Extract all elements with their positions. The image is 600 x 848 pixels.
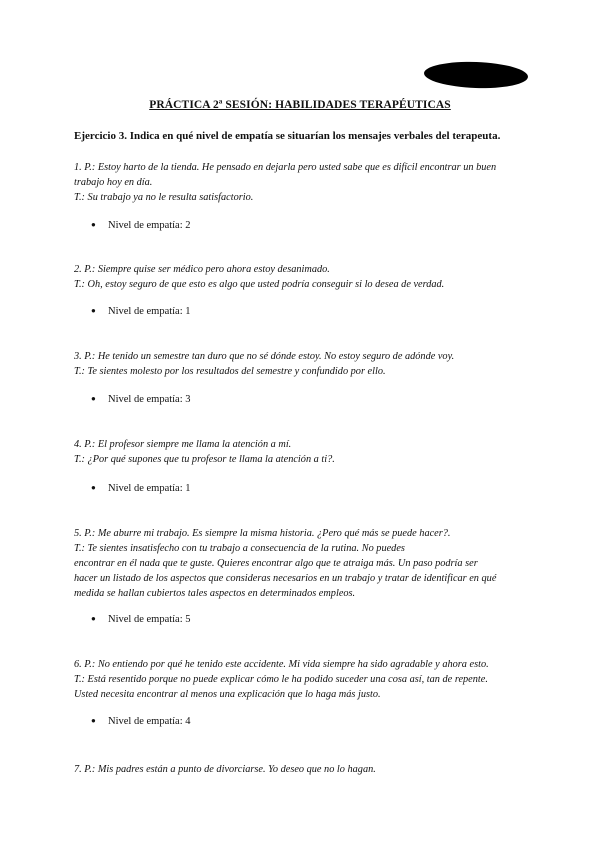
bullet-icon: ●	[91, 614, 96, 623]
exercise-line: T.: ¿Por qué supones que tu profesor te llama la atención a ti?.	[74, 454, 335, 465]
empathy-level-2	[91, 306, 191, 317]
bullet-icon: ●	[91, 483, 96, 492]
exercise-line: hacer un listado de los aspectos que consideras necesarios en un trabajo y tratar de identificar en qué	[74, 573, 497, 584]
exercise-line: T.: Te sientes insatisfecho con tu trabajo a consecuencia de la rutina. No puedes	[74, 543, 405, 554]
exercise-line: medida se hallan cubiertos tales aspectos en determinados empleos.	[74, 588, 356, 599]
exercise-line: Usted necesita encontrar al menos una explicación que lo haga más justo.	[74, 689, 381, 700]
exercise-line: 4. P.: El profesor siempre me llama la atención a mí.	[74, 439, 292, 450]
exercise-line: T.: Oh, estoy seguro de que esto es algo que usted podría conseguir si lo desea de verdad.	[74, 279, 445, 290]
exercise-3	[74, 349, 534, 379]
empathy-level-text: Nivel de empatía: 3	[108, 394, 191, 405]
exercise-line: 2. P.: Siempre quise ser médico pero ahora estoy desanimado.	[74, 264, 330, 275]
redaction-mark	[424, 60, 529, 90]
empathy-level-6	[91, 716, 191, 727]
exercise-instruction: Ejercicio 3. Indica en qué nivel de empatía se situarían los mensajes verbales del terapeuta.	[74, 130, 501, 142]
bullet-icon: ●	[91, 306, 96, 315]
exercise-line: 7. P.: Mis padres están a punto de divorciarse. Yo deseo que no lo hagan.	[74, 764, 376, 775]
empathy-level-text: Nivel de empatía: 2	[108, 220, 191, 231]
bullet-icon: ●	[91, 220, 96, 229]
exercise-line: encontrar en él nada que te guste. Quieres encontrar algo que te atraiga más. Un paso podría ser	[74, 558, 478, 569]
empathy-level-text: Nivel de empatía: 1	[108, 483, 191, 494]
empathy-level-text: Nivel de empatía: 1	[108, 306, 191, 317]
empathy-level-text: Nivel de empatía: 4	[108, 716, 191, 727]
empathy-level-text: Nivel de empatía: 5	[108, 614, 191, 625]
exercise-6	[74, 657, 534, 702]
exercise-line: T.: Está resentido porque no puede explicar cómo le ha podido suceder una cosa así, tan de repente.	[74, 674, 488, 685]
bullet-icon: ●	[91, 716, 96, 725]
exercise-5	[74, 526, 534, 601]
bullet-icon: ●	[91, 394, 96, 403]
exercise-4	[74, 437, 534, 467]
document-title: PRÁCTICA 2ª SESIÓN: HABILIDADES TERAPÉUTICAS	[149, 99, 451, 111]
empathy-level-1	[91, 220, 191, 231]
exercise-line: 3. P.: He tenido un semestre tan duro que no sé dónde estoy. No estoy seguro de adónde voy.	[74, 351, 455, 362]
exercise-line: trabajo hoy en día.	[74, 177, 153, 188]
exercise-line: 6. P.: No entiendo por qué he tenido este accidente. Mi vida siempre ha sido agradable y ahora esto.	[74, 659, 489, 670]
exercise-1	[74, 160, 534, 205]
exercise-7	[74, 762, 534, 777]
exercise-2	[74, 262, 534, 292]
exercise-line: 1. P.: Estoy harto de la tienda. He pensado en dejarla pero usted sabe que es difícil encontrar un buen	[74, 162, 497, 173]
empathy-level-3	[91, 394, 191, 405]
exercise-line: 5. P.: Me aburre mi trabajo. Es siempre la misma historia. ¿Pero qué más se puede hacer?.	[74, 528, 451, 539]
exercise-line: T.: Su trabajo ya no le resulta satisfactorio.	[74, 192, 254, 203]
empathy-level-4	[91, 483, 191, 494]
empathy-level-5	[91, 614, 191, 625]
exercise-line: T.: Te sientes molesto por los resultados del semestre y confundido por ello.	[74, 366, 386, 377]
